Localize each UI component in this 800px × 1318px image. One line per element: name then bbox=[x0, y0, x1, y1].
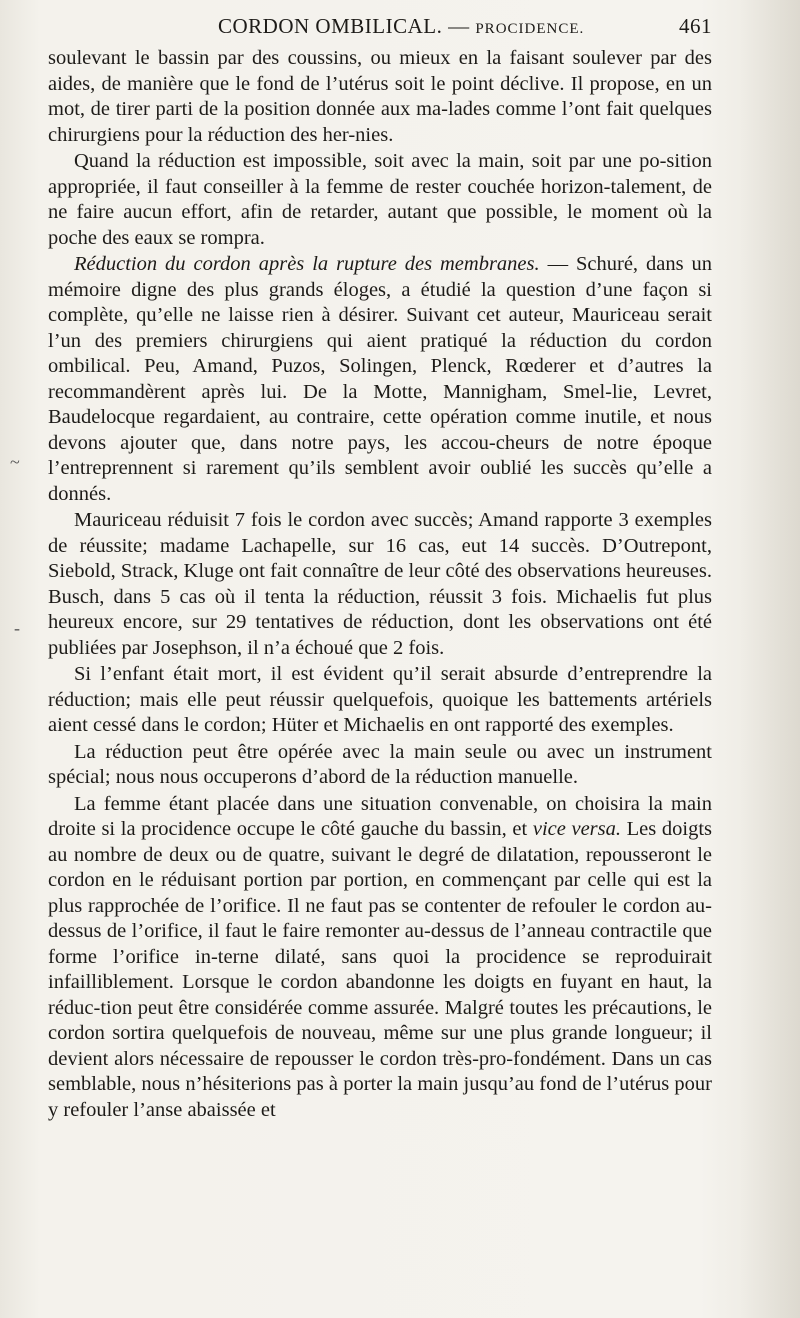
header-dash: — bbox=[448, 14, 470, 38]
body-text bbox=[48, 46, 712, 1123]
paragraph-4-text: Mauriceau réduisit 7 fois le cordon avec succès; Amand rapporte 3 exemples de réussite; madame Lachapelle, sur 16 cas, eut 14 succès. D’Outrepont, Siebold, Strack, Kluge ont fait connaître de leur côté des observations heureuses. Busch, dans 5 cas où il tenta la réduction, réussit 3 fois. Michaelis fut plus heureux encore, sur 29 tentatives de réduction, dont les observations ont été publiées par Josephson, il n’a échoué que 2 fois. bbox=[48, 509, 712, 659]
page-number: 461 bbox=[679, 14, 712, 38]
paragraph-1 bbox=[48, 46, 712, 148]
paragraph-6 bbox=[48, 740, 712, 791]
paragraph-7-lead: La femme étant placée dans une situation convenable, on choisira la main droite si la procidence occupe le côté gauche du bassin, et bbox=[48, 792, 712, 840]
paragraph-5 bbox=[48, 662, 712, 739]
paragraph-7-text: Les doigts au nombre de deux ou de quatre, suivant le degré de dilatation, repousseront le cordon en le réduisant portion par portion, en commençant par celle qui est la plus rapprochée de l’orifice. Il ne faut pas se contenter de refouler le cordon au-dessus de l’orifice, il faut le faire remonter au-dessus de l’anneau contractile que forme l’orifice in-terne dilaté, sans quoi la procidence se reproduirait infailliblement. Lorsque le cordon abandonne les doigts en fuyant en haut, la réduc-tion peut être considérée comme assurée. Malgré toutes les précautions, le cordon sortira quelquefois de nouveau, même sur une plus grande longueur; il devient alors nécessaire de repousser le cordon très-pro-fondément. Dans un cas semblable, nous n’hésiterions pas à porter la main jusqu’au fond de l’utérus pour y refouler l’anse abaissée et bbox=[48, 818, 712, 1121]
paragraph-3 bbox=[48, 252, 712, 507]
section-heading-italic: Réduction du cordon après la rupture des membranes. bbox=[74, 253, 540, 275]
paragraph-6-text: La réduction peut être opérée avec la main seule ou avec un instrument spécial; nous nous occuperons d’abord de la réduction manuelle. bbox=[48, 740, 712, 788]
vice-versa-italic: vice versa. bbox=[532, 818, 622, 840]
running-title-line bbox=[218, 14, 584, 39]
page-edge-shadow bbox=[740, 0, 800, 1318]
paragraph-2 bbox=[48, 149, 712, 251]
paragraph-2-text: Quand la réduction est impossible, soit avec la main, soit par une po-sition appropriée, il faut conseiller à la femme de rester couchée horizon-talement, de ne faire aucun effort, afin de retarder, autant que possible, le moment où la poche des eaux se rompra. bbox=[48, 150, 712, 249]
margin-tick-mark: ~ bbox=[10, 452, 20, 472]
running-header bbox=[48, 14, 712, 42]
header-section: PROCIDENCE. bbox=[475, 21, 585, 37]
paragraph-5-text: Si l’enfant était mort, il est évident qu’il serait absurde d’entreprendre la réduction; mais elle peut réussir quelquefois, quoique les battements artériels aient cessé dans le cordon; Hüter et Michaelis en ont rapporté des exemples. bbox=[48, 663, 712, 736]
paragraph-1-text: soulevant le bassin par des coussins, ou mieux en la faisant soulever par des aides, de manière que le fond de l’utérus soit le point déclive. Il propose, en un mot, de tirer parti de la position donnée aux ma-lades comme l’ont fait quelques chirurgiens pour la réduction des her-nies. bbox=[48, 47, 712, 146]
running-title: CORDON OMBILICAL. bbox=[218, 14, 443, 38]
paragraph-4 bbox=[48, 508, 712, 661]
margin-dash-mark: - bbox=[14, 618, 20, 638]
paragraph-3-text: — Schuré, dans un mémoire digne des plus grands éloges, a étudié la question d’une façon si complète, qu’elle ne laisse rien à désirer. Suivant cet auteur, Mauriceau serait l’un des premiers chirurgiens qui aient pratiqué la réduction du cordon ombilical. Peu, Amand, Puzos, Solingen, Plenck, Rœderer et d’autres la recommandèrent après lui. De la Motte, Mannigham, Smel-lie, Levret, Baudelocque regardaient, au contraire, cette opération comme inutile, et nous devons ajouter que, dans notre pays, les accou-cheurs de notre époque l’entreprennent si rarement qu’ils semblent avoir oublié les succès qu’elle a donnés. bbox=[48, 253, 712, 505]
paragraph-7 bbox=[48, 792, 712, 1124]
